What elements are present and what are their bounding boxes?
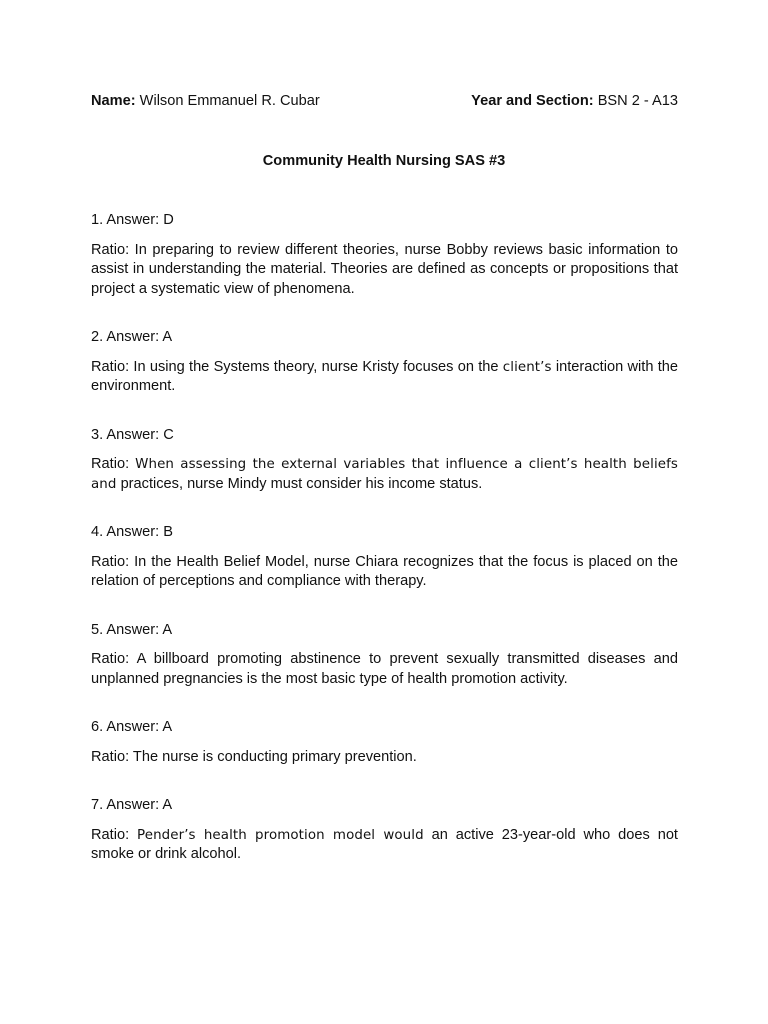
- name-label: Name:: [91, 93, 136, 109]
- ratio-text: [91, 650, 678, 689]
- answer-item-7: [91, 796, 678, 865]
- answer-item-1: [91, 211, 678, 299]
- ratio-body-alt-font: client’s: [502, 359, 552, 375]
- ratio-body: In using the Systems theory, nurse Kristy focuses on the: [133, 358, 499, 375]
- answer-line: 6. Answer: A: [91, 719, 173, 735]
- ratio-body-end: interaction with the environment.: [91, 358, 678, 394]
- answer-line: 1. Answer: D: [91, 212, 174, 228]
- answer-item-3: [91, 426, 678, 495]
- ratio-text: [91, 241, 678, 300]
- ratio-body-alt-font: When assessing the external variables that influence a client’s health beliefs and: [91, 457, 678, 492]
- answer-line: 3. Answer: C: [91, 426, 174, 443]
- ratio-label: Ratio:: [91, 651, 130, 667]
- answer-line: 2. Answer: A: [91, 329, 173, 345]
- answer-item-6: [91, 718, 678, 767]
- ratio-body: In preparing to review different theories, nurse Bobby reviews basic information to assist in understanding the material. Theories are defined as concepts or propositions that project a systematic view of phenomena.: [91, 241, 678, 297]
- ratio-body-alt-font: Pender’s health promotion model would: [137, 827, 424, 843]
- student-name: [91, 92, 320, 112]
- ratio-body-end: practices, nurse Mindy must consider his income status.: [120, 475, 483, 492]
- ratio-label: Ratio:: [91, 826, 130, 843]
- ratio-body-end: an active 23-year-old who does not smoke or drink alcohol.: [91, 826, 678, 862]
- answer-line: 7. Answer: A: [91, 797, 173, 813]
- header-row: [91, 92, 678, 112]
- answer-line: 4. Answer: B: [91, 524, 173, 540]
- answer-item-5: [91, 621, 678, 690]
- ratio-text: [91, 748, 678, 768]
- ratio-label: Ratio:: [91, 748, 130, 765]
- answer-line: 5. Answer: A: [91, 621, 173, 638]
- ratio-body: The nurse is conducting primary prevention.: [132, 748, 417, 765]
- ratio-label: Ratio:: [91, 358, 130, 375]
- ratio-text: [91, 455, 678, 494]
- answer-list: [91, 211, 678, 894]
- name-value: Wilson Emmanuel R. Cubar: [139, 93, 320, 109]
- document-title: Community Health Nursing SAS #3: [262, 153, 506, 169]
- answer-item-4: [91, 523, 678, 592]
- ratio-body: A billboard promoting abstinence to prevent sexually transmitted diseases and unplanned pregnancies is the most basic type of health promotion activity.: [91, 651, 678, 687]
- year-section: [471, 92, 678, 112]
- section-value: BSN 2 - A13: [597, 93, 678, 109]
- section-label: Year and Section:: [471, 93, 594, 109]
- ratio-label: Ratio:: [91, 553, 130, 570]
- ratio-label: Ratio:: [91, 241, 130, 258]
- ratio-text: [91, 826, 678, 865]
- ratio-text: [91, 358, 678, 397]
- ratio-text: [91, 553, 678, 592]
- ratio-body: In the Health Belief Model, nurse Chiara recognizes that the focus is placed on the relation of perceptions and compliance with therapy.: [91, 553, 678, 589]
- ratio-label: Ratio:: [91, 456, 130, 472]
- answer-item-2: [91, 328, 678, 397]
